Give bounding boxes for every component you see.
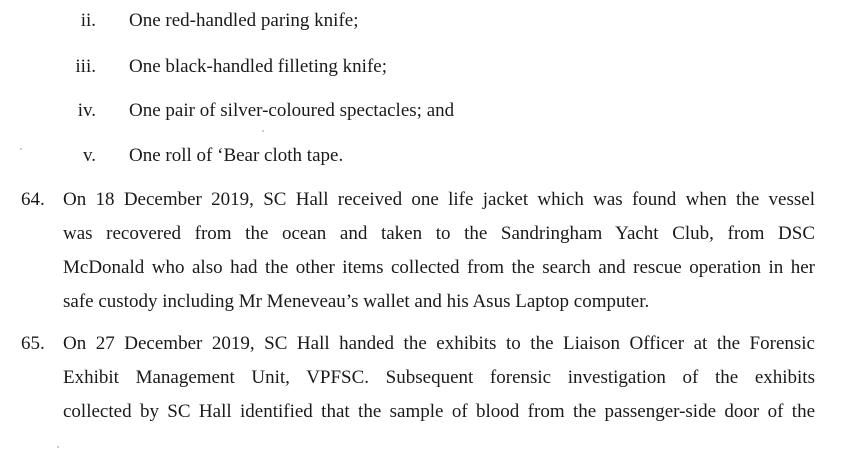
paragraph-line: collected by SC Hall identified that the sample of blood from the passenger-side door of the xyxy=(63,401,815,422)
paragraph-number: 64. xyxy=(21,189,45,210)
list-item xyxy=(0,52,852,82)
paragraph-line: safe custody including Mr Meneveau’s wallet and his Asus Laptop computer. xyxy=(63,291,650,312)
list-item-text: One roll of ‘Bear cloth tape. xyxy=(129,145,344,166)
paragraph-line: was recovered from the ocean and taken to the Sandringham Yacht Club, from DSC xyxy=(63,223,815,244)
list-item xyxy=(0,141,852,171)
scan-speck xyxy=(20,148,22,150)
paragraph-line: On 18 December 2019, SC Hall received one life jacket which was found when the vessel xyxy=(63,189,815,210)
paragraph-body xyxy=(63,327,815,429)
list-item-number: ii. xyxy=(80,10,96,31)
scan-speck xyxy=(262,130,264,132)
list-item xyxy=(0,6,852,36)
paragraph-body xyxy=(63,183,815,319)
paragraph-line: McDonald who also had the other items collected from the search and rescue operation in her xyxy=(63,257,815,278)
list-item-number: v. xyxy=(82,145,96,166)
paragraph-line: Exhibit Management Unit, VPFSC. Subsequent forensic investigation of the exhibits xyxy=(63,367,815,388)
list-item-text: One black-handled filleting knife; xyxy=(129,56,387,77)
list-item-text: One pair of silver-coloured spectacles; and xyxy=(129,100,455,121)
list-item-number: iv. xyxy=(77,100,96,121)
list-item xyxy=(0,96,852,126)
paragraph-line: On 27 December 2019, SC Hall handed the exhibits to the Liaison Officer at the Forensic xyxy=(63,333,815,354)
list-item-number: iii. xyxy=(75,56,96,77)
scan-speck xyxy=(57,446,59,448)
list-item-text: One red-handled paring knife; xyxy=(129,10,359,31)
paragraph-number: 65. xyxy=(21,333,45,354)
